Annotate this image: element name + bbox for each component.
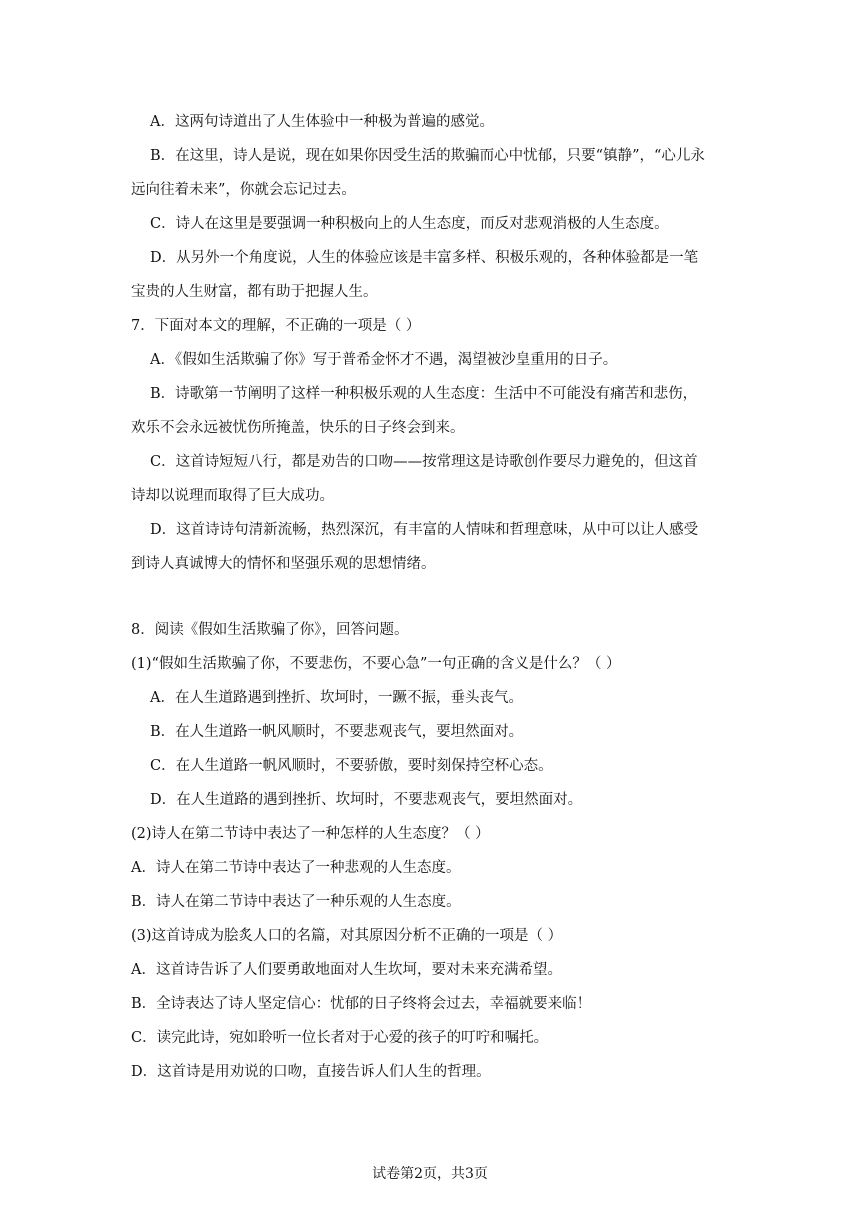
q6-option-d-cont: 宝贵的人生财富，都有助于把握人生。	[131, 284, 378, 300]
q7-option-d: D．这首诗诗句清新流畅，热烈深沉，有丰富的人情味和哲理意味，从中可以让人感受	[150, 522, 699, 538]
q8-sub1-option-d: D．在人生道路的遇到挫折、坎坷时，不要悲观丧气，要坦然面对。	[150, 792, 583, 808]
q8-sub1-option-a: A．在人生道路遇到挫折、坎坷时，一蹶不振，垂头丧气。	[150, 690, 523, 706]
q8-sub1-option-b: B．在人生道路一帆风顺时，不要悲观丧气，要坦然面对。	[150, 724, 524, 740]
q7-option-a: A．《假如生活欺骗了你》写于普希金怀才不遇，渴望被沙皇重用的日子。	[150, 352, 618, 368]
q8-sub3-stem: (3)这首诗成为脍炙人口的名篇，对其原因分析不正确的一项是（ ）	[131, 928, 563, 944]
q8-sub3-option-b: B．全诗表达了诗人坚定信心：忧郁的日子终将会过去，幸福就要来临！	[131, 996, 592, 1012]
q6-option-a: A．这两句诗道出了人生体验中一种极为普遍的感觉。	[150, 114, 494, 130]
q8-sub3-option-a: A．这首诗告诉了人们要勇敢地面对人生坎坷，要对未来充满希望。	[131, 962, 562, 978]
q7-option-c: C．这首诗短短八行，都是劝告的口吻——按常理这是诗歌创作要尽力避免的，但这首	[150, 454, 698, 470]
q8-sub2-option-b: B．诗人在第二节诗中表达了一种乐观的人生态度。	[131, 894, 461, 910]
q8-sub2-stem: (2)诗人在第二节诗中表达了一种怎样的人生态度？（ ）	[131, 826, 490, 842]
page-footer: 试卷第2页，共3页	[372, 1166, 488, 1182]
q6-option-b: B．在这里，诗人是说，现在如果你因受生活的欺骗而心中忧郁，只要“镇静”，“心儿永	[150, 148, 705, 164]
q6-option-d: D．从另外一个角度说，人生的体验应该是丰富多样、积极乐观的，各种体验都是一笔	[150, 250, 699, 266]
q8-sub2-option-a: A．诗人在第二节诗中表达了一种悲观的人生态度。	[131, 860, 461, 876]
q7-stem: 7．下面对本文的理解，不正确的一项是（ ）	[131, 318, 421, 334]
q8-sub3-option-c: C．读完此诗，宛如聆听一位长者对于心爱的孩子的叮咛和嘱托。	[131, 1030, 549, 1046]
q6-option-c: C．诗人在这里是要强调一种积极向上的人生态度，而反对悲观消极的人生态度。	[150, 216, 669, 232]
q8-sub1-stem: (1)“假如生活欺骗了你，不要悲伤，不要心急”一句正确的含义是什么？（ ）	[131, 656, 621, 672]
q7-option-d-cont: 到诗人真诚博大的情怀和坚强乐观的思想情绪。	[131, 556, 436, 572]
q6-option-b-cont: 远向往着未来”，你就会忘记过去。	[131, 182, 356, 198]
q8-sub3-option-d: D．这首诗是用劝说的口吻，直接告诉人们人生的哲理。	[131, 1064, 491, 1080]
q8-stem: 8．阅读《假如生活欺骗了你》，回答问题。	[131, 622, 409, 638]
q7-option-b-cont: 欢乐不会永远被忧伤所掩盖，快乐的日子终会到来。	[131, 420, 465, 436]
q8-sub1-option-c: C．在人生道路一帆风顺时，不要骄傲，要时刻保持空杯心态。	[150, 758, 553, 774]
q7-option-b: B．诗歌第一节阐明了这样一种积极乐观的人生态度：生活中不可能没有痛苦和悲伤，	[150, 386, 698, 402]
q7-option-c-cont: 诗却以说理而取得了巨大成功。	[131, 488, 334, 504]
